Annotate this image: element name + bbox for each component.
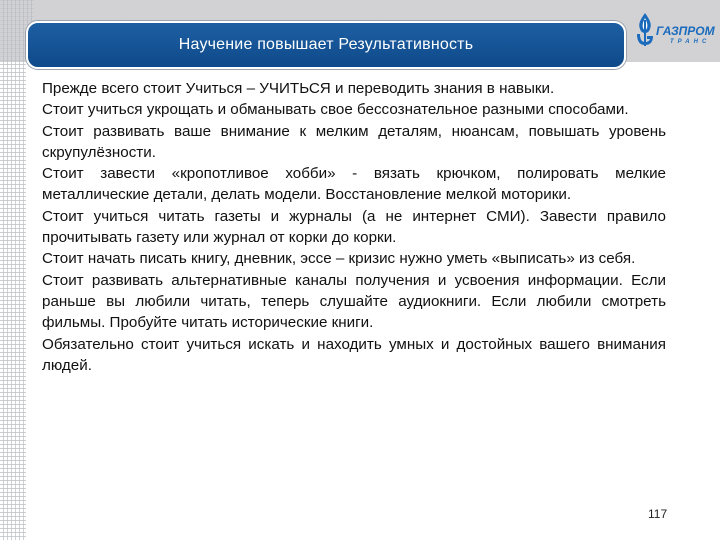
body-paragraph: Стоит развивать ваше внимание к мелким деталям, нюансам, повышать уровень скрупулёзности.: [42, 122, 666, 161]
body-paragraph: Стоит развивать альтернативные каналы получения и усвоения информации. Если раньше вы любили читать, теперь слушайте аудиокниги. Если любили смотреть фильмы. Пробуйте читать исторические книги.: [42, 271, 666, 332]
body-paragraph: Стоит завести «кропотливое хобби» - вязать крючком, полировать мелкие металлические детали, делать модели. Восстановление мелкой моторики.: [42, 165, 666, 204]
logo-subtitle: ТРАНС: [670, 39, 711, 45]
logo-wordmark: ГАЗПРОМ: [656, 24, 715, 38]
body-paragraph: Прежде всего стоит Учиться – УЧИТЬСЯ и переводить знания в навыки.: [42, 80, 555, 97]
body-paragraph: Стоит начать писать книгу, дневник, эссе – кризис нужно уметь «выписать» из себя.: [42, 250, 636, 268]
slide-body: [42, 78, 666, 376]
gazprom-flame-logo-icon: [634, 12, 656, 46]
slide-title: Научение повышает Результативность: [178, 36, 474, 53]
company-logo: [634, 12, 714, 52]
body-paragraph: Стоит учиться укрощать и обманывать свое бессознательное разными способами.: [42, 101, 629, 119]
body-paragraph: Обязательно стоит учиться искать и находить умных и достойных вашего внимания людей.: [42, 335, 666, 374]
page-number: 117: [648, 507, 668, 521]
body-paragraph: Стоит учиться читать газеты и журналы (а не интернет СМИ). Завести правило прочитывать газету или журнал от корки до корки.: [42, 207, 666, 247]
title-bar: [26, 21, 626, 69]
